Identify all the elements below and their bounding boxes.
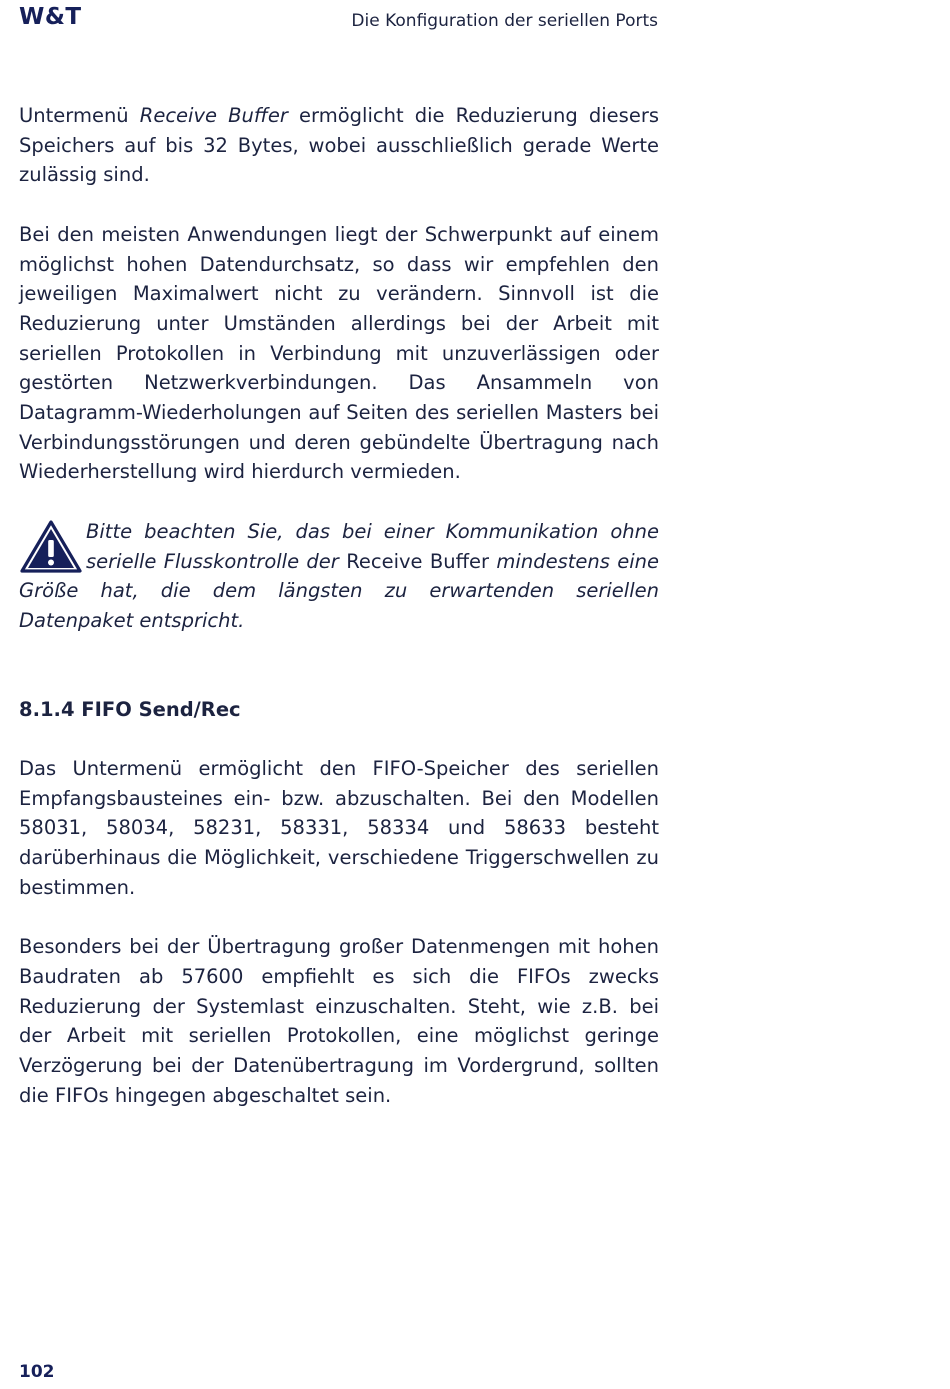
paragraph-throughput: Bei den meisten Anwendungen liegt der Schwerpunkt auf einem möglichst hohen Datendurchsatz, so dass wir empfehlen den jeweiligen Maximalwert nicht zu verändern. Sinnvoll ist die Reduzierung unter Umständen allerdings bei der Arbeit mit seriellen Protokollen in Verbindung mit unzuverlässigen oder gestörten Netzwerkverbindungen. Das Ansammeln von Datagramm-Wiederholungen auf Seiten des seriellen Masters bei Verbindungsstörungen und deren gebündelte Übertragung nach Wiederherstellung wird hierdurch vermieden.: [19, 222, 659, 484]
paragraph-text: Untermenü: [19, 104, 140, 127]
warning-note: [19, 517, 659, 636]
running-header-title: Die Konfiguration der seriellen Ports: [351, 11, 658, 31]
note-text: mindestens eine Größe hat, die dem längsten zu erwartenden seriellen Datenpaket entspricht.: [19, 549, 660, 632]
paragraph-text: ermöglicht die Reduzierung diesers Speichers auf bis 32 Bytes, wobei ausschließlich gerade Werte zulässig sind.: [19, 104, 660, 187]
page-number: 102: [19, 1362, 55, 1382]
note-text: Bitte beachten Sie, das bei einer Kommunikation ohne serielle Flusskontrolle der: [86, 519, 659, 573]
section-heading: 8.1.4 FIFO Send/Rec: [19, 697, 241, 721]
paragraph-receive-buffer: [19, 101, 659, 190]
brand-logo: W&T: [19, 4, 82, 30]
note-term: Receive Buffer: [346, 549, 490, 573]
main-content: [19, 101, 659, 1110]
paragraph-fifo-usage: Besonders bei der Übertragung großer Datenmengen mit hohen Baudraten ab 57600 empfiehlt es sich die FIFOs zwecks Reduzierung der Systemlast einzuschalten. Steht, wie z.B. bei der Arbeit mit seriellen Protokollen, eine möglichst geringe Verzögerung bei der Datenübertragung im Vordergrund, sollten die FIFOs hingegen abgeschaltet sein.: [19, 935, 659, 1107]
term-receive-buffer: Receive Buffer: [139, 104, 288, 127]
paragraph-fifo-intro: Das Untermenü ermöglicht den FIFO-Speicher des seriellen Empfangsbausteines ein- bzw. abzuschalten. Bei den Modellen 58031, 58034, 58231, 58331, 58334 und 58633 besteht darüberhinaus die Möglichkeit, verschiedene Triggerschwellen zu bestimmen.: [19, 757, 659, 899]
warning-triangle-icon: [19, 519, 83, 574]
